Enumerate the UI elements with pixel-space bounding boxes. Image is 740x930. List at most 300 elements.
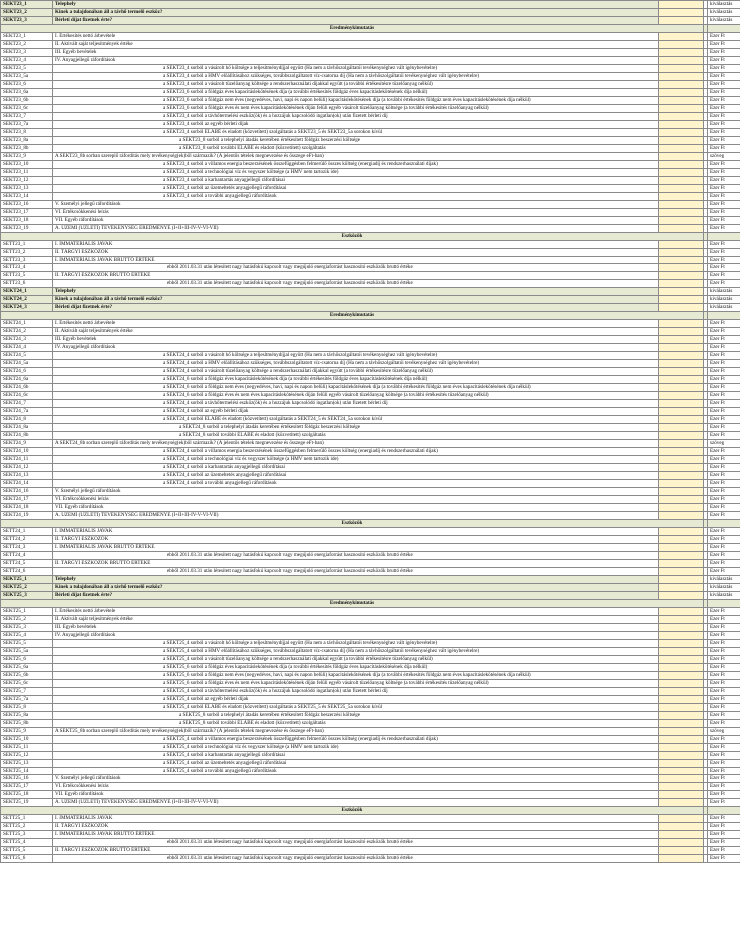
row-label: a SEKT23_6 sorból a földgáz éves és nem éves kapacitáslekötésének díján felüli egyéb vásárolt tüzelőanyag költsége (a további értékesítés tüzelőanyag nélkül) bbox=[53, 104, 659, 112]
table-row bbox=[1, 128, 740, 136]
input-cell[interactable] bbox=[659, 504, 704, 512]
table-row bbox=[1, 384, 740, 392]
input-cell[interactable] bbox=[659, 424, 704, 432]
input-cell[interactable] bbox=[659, 815, 704, 823]
input-cell[interactable] bbox=[659, 200, 704, 208]
unit-label: Ezer Ft bbox=[708, 400, 740, 408]
input-cell[interactable] bbox=[659, 224, 704, 232]
input-cell[interactable] bbox=[659, 711, 704, 719]
input-cell[interactable] bbox=[659, 416, 704, 424]
row-label: a SEKT24_4 sorból a technológiai víz és vegyszer költsége (a HMV nem tartozik ide) bbox=[53, 456, 659, 464]
table-row bbox=[1, 120, 740, 128]
input-cell[interactable] bbox=[659, 591, 704, 599]
input-cell[interactable] bbox=[659, 392, 704, 400]
input-cell[interactable] bbox=[659, 703, 704, 711]
row-label: VII. Egyéb ráfordítások bbox=[53, 791, 659, 799]
unit-label: Ezer Ft bbox=[708, 647, 740, 655]
table-row bbox=[1, 527, 740, 535]
row-label: ebből 2011.03.31 után létesített nagy hatásfokú kapcsolt vagy megújuló energiaforrást hasznosító eszközök bruttó értéke bbox=[53, 264, 659, 272]
unit-label: Ezer Ft bbox=[708, 424, 740, 432]
unit-label: Ezer Ft bbox=[708, 168, 740, 176]
table-row bbox=[1, 488, 740, 496]
table-row bbox=[1, 727, 740, 735]
input-cell[interactable] bbox=[659, 456, 704, 464]
row-label: IV. Anyagjellegű ráfordítások bbox=[53, 56, 659, 64]
row-code: SETT23_3 bbox=[1, 256, 53, 264]
input-cell[interactable] bbox=[659, 216, 704, 224]
row-code: SEKT25_8 bbox=[1, 703, 53, 711]
input-cell[interactable] bbox=[659, 551, 704, 559]
row-label: a SEKT23_6 sorból a földgáz nem éves (negyedéves, havi, napi és napon belüli) kapacitáslekötésének díja (a további értékesítés földgáz nem éves kapacitáslekötésének díja nélkül) bbox=[53, 96, 659, 104]
row-label: Kinek a tulajdonában áll a távhő termelő eszköz? bbox=[53, 296, 659, 304]
input-cell[interactable] bbox=[659, 104, 704, 112]
row-code: SETT25_1 bbox=[1, 815, 53, 823]
input-cell[interactable] bbox=[659, 472, 704, 480]
row-code: SEKT24_1 bbox=[1, 320, 53, 328]
input-cell[interactable] bbox=[659, 48, 704, 56]
row-label: I. Értékesítés nettó árbevétele bbox=[53, 607, 659, 615]
table-row bbox=[1, 136, 740, 144]
input-cell[interactable] bbox=[659, 88, 704, 96]
input-cell[interactable] bbox=[659, 208, 704, 216]
table-row bbox=[1, 432, 740, 440]
row-label: a SEKT25_6 sorból a földgáz éves és nem éves kapacitáslekötésének díján felüli egyéb vásárolt tüzelőanyag költsége (a további értékesítés tüzelőanyag nélkül) bbox=[53, 679, 659, 687]
row-code: SEKT25_11 bbox=[1, 743, 53, 751]
row-label: III. Egyéb bevételek bbox=[53, 623, 659, 631]
row-label: a SEKT24_8 sorból a telephelyi átadás keretében értékesített földgáz beszerzési költsége bbox=[53, 424, 659, 432]
input-cell[interactable] bbox=[659, 360, 704, 368]
input-cell[interactable] bbox=[659, 344, 704, 352]
table-row bbox=[1, 344, 740, 352]
unit-label: Ezer Ft bbox=[708, 48, 740, 56]
input-cell[interactable] bbox=[659, 735, 704, 743]
table-row bbox=[1, 847, 740, 855]
row-code: SEKT25_6a bbox=[1, 663, 53, 671]
table-row bbox=[1, 639, 740, 647]
row-code: SEKT23_8 bbox=[1, 128, 53, 136]
input-cell[interactable] bbox=[659, 759, 704, 767]
row-label: a SEKT25_4 sorból az üzemeltetés anyagjellegű ráfordításai bbox=[53, 759, 659, 767]
row-label: A SEKT24_8b sorban szereplő ráfordítás mely tevékenység(ek)ből származik? (A jelentős tételek megnevezése és összege eFt-ban) bbox=[53, 440, 659, 448]
row-code: SEKT23_14 bbox=[1, 192, 53, 200]
input-cell[interactable] bbox=[659, 464, 704, 472]
input-cell[interactable] bbox=[659, 408, 704, 416]
row-label: Bérleti díjat fizetnek érte? bbox=[53, 16, 659, 24]
table-row bbox=[1, 416, 740, 424]
unit-label: Ezer Ft bbox=[708, 543, 740, 551]
table-row bbox=[1, 607, 740, 615]
unit-label: Ezer Ft bbox=[708, 256, 740, 264]
input-cell[interactable] bbox=[659, 855, 704, 863]
input-cell[interactable] bbox=[659, 488, 704, 496]
input-cell[interactable] bbox=[659, 480, 704, 488]
input-cell[interactable] bbox=[659, 280, 704, 288]
input-cell[interactable] bbox=[659, 647, 704, 655]
table-row bbox=[1, 440, 740, 448]
row-label: a SEKT25_4 sorból ELÁBÉ és eladott (közvetített) szolgáltatás a SEKT25_5 és SEKT25_5a sorokon kívül bbox=[53, 703, 659, 711]
input-cell[interactable] bbox=[659, 831, 704, 839]
table-row bbox=[1, 144, 740, 152]
unit-label: Ezer Ft bbox=[708, 40, 740, 48]
unit-label: Ezer Ft bbox=[708, 639, 740, 647]
spacer-cell bbox=[708, 807, 740, 815]
input-cell[interactable] bbox=[659, 152, 704, 160]
input-cell[interactable] bbox=[659, 743, 704, 751]
unit-label: kiválasztás bbox=[708, 583, 740, 591]
unit-label: Ezer Ft bbox=[708, 512, 740, 520]
unit-label: Ezer Ft bbox=[708, 264, 740, 272]
input-cell[interactable] bbox=[659, 192, 704, 200]
unit-label: Ezer Ft bbox=[708, 200, 740, 208]
input-cell[interactable] bbox=[659, 791, 704, 799]
row-label: a SEKT23_4 sorból a HMV előállításához szükséges, továbbszolgáltatott víz-csatorna díj (Ha nem a távhőszolgáltatói tevékenységhez vált igénybevételre) bbox=[53, 72, 659, 80]
input-cell[interactable] bbox=[659, 72, 704, 80]
row-label: Kinek a tulajdonában áll a távhő termelő eszköz? bbox=[53, 583, 659, 591]
input-cell[interactable] bbox=[659, 663, 704, 671]
table-row bbox=[1, 679, 740, 687]
input-cell[interactable] bbox=[659, 64, 704, 72]
row-label: I. IMMATERIÁLIS JAVAK BRUTTÓ ÉRTÉKE bbox=[53, 543, 659, 551]
input-cell[interactable] bbox=[659, 256, 704, 264]
unit-label: Ezer Ft bbox=[708, 368, 740, 376]
unit-label: Ezer Ft bbox=[708, 136, 740, 144]
section-title-row bbox=[1, 807, 740, 815]
unit-label: Ezer Ft bbox=[708, 96, 740, 104]
input-cell[interactable] bbox=[659, 496, 704, 504]
table-row bbox=[1, 192, 740, 200]
row-label: a SEKT23_8 sorból további ELÁBÉ és eladott (közvetített) szolgáltatás bbox=[53, 144, 659, 152]
input-cell[interactable] bbox=[659, 799, 704, 807]
row-label: V. Személyi jellegű ráfordítások bbox=[53, 200, 659, 208]
row-label: II. TÁRGYI ESZKÖZÖK bbox=[53, 248, 659, 256]
unit-label: Ezer Ft bbox=[708, 623, 740, 631]
row-code: SEKT25_1 bbox=[1, 575, 53, 583]
input-cell[interactable] bbox=[659, 376, 704, 384]
section-title-row bbox=[1, 519, 740, 527]
input-cell[interactable] bbox=[659, 400, 704, 408]
input-cell[interactable] bbox=[659, 639, 704, 647]
input-cell[interactable] bbox=[659, 687, 704, 695]
input-cell[interactable] bbox=[659, 543, 704, 551]
table-row bbox=[1, 687, 740, 695]
row-label: A SEKT23_8b sorban szereplő ráfordítás mely tevékenység(ek)ből származik? (A jelentős tételek megnevezése és összege eFt-ban) bbox=[53, 152, 659, 160]
input-cell[interactable] bbox=[659, 432, 704, 440]
input-cell[interactable] bbox=[659, 248, 704, 256]
table-row bbox=[1, 823, 740, 831]
input-cell[interactable] bbox=[659, 272, 704, 280]
row-label: a SEKT23_4 sorból a karbantartás anyagjellegű ráfordításai bbox=[53, 176, 659, 184]
row-label: VII. Egyéb ráfordítások bbox=[53, 504, 659, 512]
row-label: II. TÁRGYI ESZKÖZÖK BRUTTÓ ÉRTÉKE bbox=[53, 847, 659, 855]
unit-label: Ezer Ft bbox=[708, 464, 740, 472]
input-cell[interactable] bbox=[659, 527, 704, 535]
table-row bbox=[1, 743, 740, 751]
table-row bbox=[1, 799, 740, 807]
table-row bbox=[1, 472, 740, 480]
input-cell[interactable] bbox=[659, 615, 704, 623]
input-cell[interactable] bbox=[659, 783, 704, 791]
row-label: a SEKT23_4 sorból a technológiai víz és vegyszer költsége (a HMV nem tartozik ide) bbox=[53, 168, 659, 176]
table-row bbox=[1, 551, 740, 559]
row-code: SEKT25_10 bbox=[1, 735, 53, 743]
input-cell[interactable] bbox=[659, 264, 704, 272]
table-row bbox=[1, 272, 740, 280]
input-cell[interactable] bbox=[659, 288, 704, 296]
input-cell[interactable] bbox=[659, 240, 704, 248]
row-code: SEKT24_6b bbox=[1, 384, 53, 392]
row-code: SEKT24_19 bbox=[1, 512, 53, 520]
row-code: SETT25_3 bbox=[1, 831, 53, 839]
row-label: A. ÜZEMI (ÜZLETI) TEVÉKENYSÉG EREDMÉNYE (I+II+III-IV-V-VI-VII) bbox=[53, 224, 659, 232]
input-cell[interactable] bbox=[659, 671, 704, 679]
table-row bbox=[1, 815, 740, 823]
row-label: I. Értékesítés nettó árbevétele bbox=[53, 320, 659, 328]
unit-label: szöveg bbox=[708, 440, 740, 448]
row-label: a SEKT25_4 sorból a villamos energia beszerzésének összefüggésben felmerülő összes költség (energiadíj és rendszerhasználati díjak) bbox=[53, 735, 659, 743]
table-row bbox=[1, 176, 740, 184]
unit-label: Ezer Ft bbox=[708, 695, 740, 703]
input-cell[interactable] bbox=[659, 176, 704, 184]
row-code: SETT24_5 bbox=[1, 559, 53, 567]
unit-label: Ezer Ft bbox=[708, 248, 740, 256]
row-code: SETT25_6 bbox=[1, 855, 53, 863]
header-row bbox=[1, 16, 740, 24]
unit-label: Ezer Ft bbox=[708, 104, 740, 112]
row-label: a SEKT24_4 sorból a vásárolt hő költsége a teljesítménydíjjal együtt (Ha nem a távhőszolgáltatói tevékenységhez vált igénybevételre) bbox=[53, 352, 659, 360]
input-cell[interactable] bbox=[659, 567, 704, 575]
table-row bbox=[1, 719, 740, 727]
input-cell[interactable] bbox=[659, 440, 704, 448]
table-row bbox=[1, 512, 740, 520]
input-cell[interactable] bbox=[659, 56, 704, 64]
table-row bbox=[1, 695, 740, 703]
row-label: II. TÁRGYI ESZKÖZÖK bbox=[53, 535, 659, 543]
row-code: SEKT23_13 bbox=[1, 184, 53, 192]
input-cell[interactable] bbox=[659, 575, 704, 583]
unit-label: Ezer Ft bbox=[708, 184, 740, 192]
input-cell[interactable] bbox=[659, 535, 704, 543]
table-row bbox=[1, 783, 740, 791]
input-cell[interactable] bbox=[659, 679, 704, 687]
input-cell[interactable] bbox=[659, 623, 704, 631]
table-row bbox=[1, 759, 740, 767]
input-cell[interactable] bbox=[659, 96, 704, 104]
unit-label: Ezer Ft bbox=[708, 679, 740, 687]
unit-label: Ezer Ft bbox=[708, 192, 740, 200]
input-cell[interactable] bbox=[659, 767, 704, 775]
section-title: Eredménykimutatás bbox=[1, 24, 704, 32]
row-code: SEKT24_5 bbox=[1, 352, 53, 360]
row-code: SEKT25_16 bbox=[1, 775, 53, 783]
unit-label: Ezer Ft bbox=[708, 408, 740, 416]
spacer-cell bbox=[708, 24, 740, 32]
unit-label: Ezer Ft bbox=[708, 384, 740, 392]
row-code: SEKT25_18 bbox=[1, 791, 53, 799]
unit-label: Ezer Ft bbox=[708, 767, 740, 775]
row-code: SEKT24_13 bbox=[1, 472, 53, 480]
header-row bbox=[1, 1, 740, 9]
input-cell[interactable] bbox=[659, 40, 704, 48]
input-cell[interactable] bbox=[659, 727, 704, 735]
unit-label: Ezer Ft bbox=[708, 847, 740, 855]
row-label: a SEKT25_4 sorból a távhőtermelési eszköz(ök) és a hozzájuk kapcsolódó ingatlan(ok) után fizetett bérleti díj bbox=[53, 687, 659, 695]
unit-label: Ezer Ft bbox=[708, 655, 740, 663]
row-code: SETT23_2 bbox=[1, 248, 53, 256]
table-row bbox=[1, 72, 740, 80]
table-row bbox=[1, 64, 740, 72]
unit-label: Ezer Ft bbox=[708, 80, 740, 88]
table-row bbox=[1, 623, 740, 631]
input-cell[interactable] bbox=[659, 512, 704, 520]
row-label: a SEKT24_4 sorból ELÁBÉ és eladott (közvetített) szolgáltatás a SEKT24_5 és SEKT24_5a sorokon kívül bbox=[53, 416, 659, 424]
input-cell[interactable] bbox=[659, 8, 704, 16]
table-row bbox=[1, 88, 740, 96]
unit-label: Ezer Ft bbox=[708, 671, 740, 679]
input-cell[interactable] bbox=[659, 168, 704, 176]
table-row bbox=[1, 248, 740, 256]
row-code: SEKT24_3 bbox=[1, 304, 53, 312]
unit-label: Ezer Ft bbox=[708, 488, 740, 496]
row-label: IV. Anyagjellegű ráfordítások bbox=[53, 344, 659, 352]
input-cell[interactable] bbox=[659, 304, 704, 312]
input-cell[interactable] bbox=[659, 1, 704, 9]
row-code: SEKT24_2 bbox=[1, 296, 53, 304]
unit-label: Ezer Ft bbox=[708, 416, 740, 424]
row-code: SETT24_6 bbox=[1, 567, 53, 575]
row-label: a SEKT25_4 sorból a vásárolt hő költsége a teljesítménydíjjal együtt (Ha nem a távhőszolgáltatói tevékenységhez vált igénybevételre) bbox=[53, 639, 659, 647]
input-cell[interactable] bbox=[659, 847, 704, 855]
row-code: SEKT24_6a bbox=[1, 376, 53, 384]
table-row bbox=[1, 112, 740, 120]
row-code: SEKT23_1 bbox=[1, 1, 53, 9]
input-cell[interactable] bbox=[659, 751, 704, 759]
unit-label: Ezer Ft bbox=[708, 751, 740, 759]
table-row bbox=[1, 791, 740, 799]
row-label: a SEKT25_4 sorból a további anyagjellegű ráfordítások bbox=[53, 767, 659, 775]
input-cell[interactable] bbox=[659, 144, 704, 152]
row-code: SEKT24_4 bbox=[1, 344, 53, 352]
row-label: a SEKT23_4 sorból ELÁBÉ és eladott (közvetített) szolgáltatás a SEKT23_5 és SEKT23_5a sorokon kívül bbox=[53, 128, 659, 136]
spacer-cell bbox=[708, 519, 740, 527]
input-cell[interactable] bbox=[659, 655, 704, 663]
input-cell[interactable] bbox=[659, 80, 704, 88]
table-row bbox=[1, 464, 740, 472]
input-cell[interactable] bbox=[659, 136, 704, 144]
row-code: SEKT25_19 bbox=[1, 799, 53, 807]
unit-label: Ezer Ft bbox=[708, 272, 740, 280]
table-row bbox=[1, 647, 740, 655]
table-row bbox=[1, 152, 740, 160]
row-label: II. TÁRGYI ESZKÖZÖK bbox=[53, 823, 659, 831]
header-row bbox=[1, 296, 740, 304]
input-cell[interactable] bbox=[659, 775, 704, 783]
row-code: SEKT23_8b bbox=[1, 144, 53, 152]
row-code: SEKT24_8 bbox=[1, 416, 53, 424]
row-code: SEKT25_7a bbox=[1, 695, 53, 703]
input-cell[interactable] bbox=[659, 823, 704, 831]
input-cell[interactable] bbox=[659, 16, 704, 24]
table-row bbox=[1, 663, 740, 671]
unit-label: Ezer Ft bbox=[708, 448, 740, 456]
input-cell[interactable] bbox=[659, 128, 704, 136]
input-cell[interactable] bbox=[659, 320, 704, 328]
input-cell[interactable] bbox=[659, 120, 704, 128]
row-code: SETT23_1 bbox=[1, 240, 53, 248]
table-row bbox=[1, 839, 740, 847]
input-cell[interactable] bbox=[659, 328, 704, 336]
spacer-cell bbox=[708, 312, 740, 320]
unit-label: Ezer Ft bbox=[708, 743, 740, 751]
row-label: I. IMMATERIÁLIS JAVAK bbox=[53, 527, 659, 535]
input-cell[interactable] bbox=[659, 384, 704, 392]
row-label: a SEKT24_4 sorból a további anyagjellegű ráfordítások bbox=[53, 480, 659, 488]
input-cell[interactable] bbox=[659, 112, 704, 120]
row-label: A. ÜZEMI (ÜZLETI) TEVÉKENYSÉG EREDMÉNYE (I+II+III-IV-V-VI-VII) bbox=[53, 799, 659, 807]
input-cell[interactable] bbox=[659, 695, 704, 703]
table-row bbox=[1, 352, 740, 360]
input-cell[interactable] bbox=[659, 719, 704, 727]
input-cell[interactable] bbox=[659, 184, 704, 192]
row-label: V. Személyi jellegű ráfordítások bbox=[53, 488, 659, 496]
table-row bbox=[1, 280, 740, 288]
row-label: a SEKT23_8 sorból a telephelyi átadás keretében értékesített földgáz beszerzési költsége bbox=[53, 136, 659, 144]
row-label: a SEKT24_6 sorból a földgáz éves és nem éves kapacitáslekötésének díján felüli egyéb vásárolt tüzelőanyag költsége (a további értékesítés tüzelőanyag nélkül) bbox=[53, 392, 659, 400]
table-row bbox=[1, 504, 740, 512]
table-row bbox=[1, 40, 740, 48]
unit-label: Ezer Ft bbox=[708, 567, 740, 575]
row-label: Telephely bbox=[53, 1, 659, 9]
unit-label: Ezer Ft bbox=[708, 703, 740, 711]
unit-label: kiválasztás bbox=[708, 304, 740, 312]
input-cell[interactable] bbox=[659, 336, 704, 344]
table-row bbox=[1, 400, 740, 408]
input-cell[interactable] bbox=[659, 32, 704, 40]
row-label: V. Személyi jellegű ráfordítások bbox=[53, 775, 659, 783]
row-label: a SEKT23_4 sorból a villamos energia beszerzésének összefüggésben felmerülő összes költség (energiadíj és rendszerhasználati díjak) bbox=[53, 160, 659, 168]
table-row bbox=[1, 104, 740, 112]
input-cell[interactable] bbox=[659, 583, 704, 591]
row-label: I. IMMATERIÁLIS JAVAK bbox=[53, 815, 659, 823]
input-cell[interactable] bbox=[659, 607, 704, 615]
input-cell[interactable] bbox=[659, 160, 704, 168]
row-label: Bérleti díjat fizetnek érte? bbox=[53, 591, 659, 599]
section-title: Eredménykimutatás bbox=[1, 599, 704, 607]
unit-label: Ezer Ft bbox=[708, 615, 740, 623]
input-cell[interactable] bbox=[659, 352, 704, 360]
input-cell[interactable] bbox=[659, 296, 704, 304]
input-cell[interactable] bbox=[659, 839, 704, 847]
row-label: ebből 2011.03.31 után létesített nagy hatásfokú kapcsolt vagy megújuló energiaforrást hasznosító eszközök bruttó értéke bbox=[53, 855, 659, 863]
row-label: a SEKT24_6 sorból a földgáz éves kapacitáslekötésének díja (a további értékesítés földgáz éves kapacitáslekötésének díja nélkül) bbox=[53, 376, 659, 384]
row-code: SEKT23_10 bbox=[1, 160, 53, 168]
row-code: SETT24_1 bbox=[1, 527, 53, 535]
table-row bbox=[1, 543, 740, 551]
row-code: SEKT25_9 bbox=[1, 727, 53, 735]
row-label: I. IMMATERIÁLIS JAVAK BRUTTÓ ÉRTÉKE bbox=[53, 831, 659, 839]
table-row bbox=[1, 328, 740, 336]
input-cell[interactable] bbox=[659, 368, 704, 376]
input-cell[interactable] bbox=[659, 448, 704, 456]
row-code: SEKT23_19 bbox=[1, 224, 53, 232]
row-label: ebből 2011.03.31 után létesített nagy hatásfokú kapcsolt vagy megújuló energiaforrást hasznosító eszközök bruttó értéke bbox=[53, 839, 659, 847]
input-cell[interactable] bbox=[659, 631, 704, 639]
row-label: III. Egyéb bevételek bbox=[53, 48, 659, 56]
row-code: SETT25_5 bbox=[1, 847, 53, 855]
table-row bbox=[1, 96, 740, 104]
input-cell[interactable] bbox=[659, 559, 704, 567]
row-code: SEKT23_17 bbox=[1, 208, 53, 216]
row-label: Telephely bbox=[53, 288, 659, 296]
